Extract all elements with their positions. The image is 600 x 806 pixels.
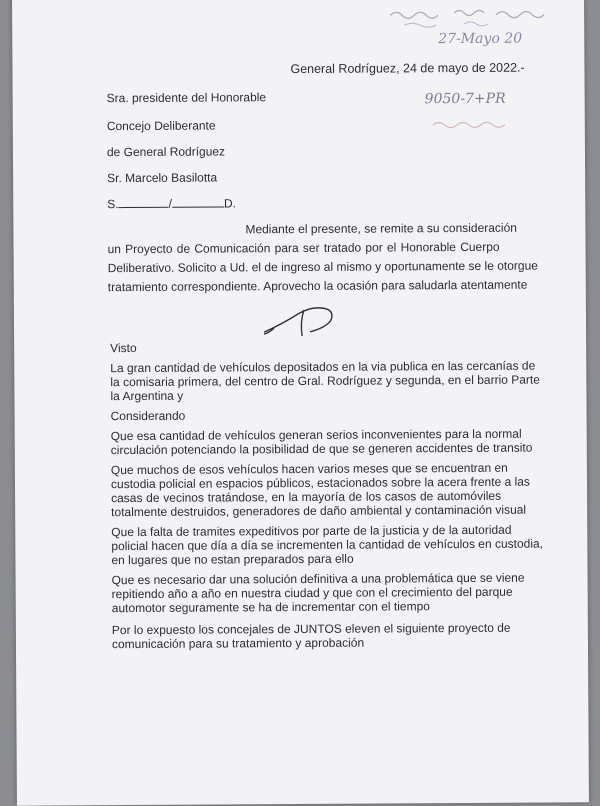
- considerando-paragraph-3: [111, 522, 544, 568]
- intro-line: tratamiento correspondiente. Aprovecho la ocasión para saludarla atentamente: [107, 277, 528, 295]
- considerando-line: totalmente destruidos, generadores de daño ambiental y contaminación visual: [111, 502, 527, 520]
- considerando-paragraph-5: [111, 620, 511, 652]
- considerando-line: Que esa cantidad de vehículos generan serios inconvenientes para la normal: [110, 426, 522, 444]
- addressee-line-1: Sra. presidente del Honorable: [106, 90, 267, 106]
- document-page: [12, 0, 589, 806]
- intro-paragraph: [107, 219, 538, 297]
- considerando-line: Que muchos de esos vehículos hacen varios meses que se encuentran en: [110, 460, 508, 478]
- salutation-sd: [107, 196, 236, 211]
- considerando-heading: Considerando: [110, 408, 186, 424]
- stamp-hand-date: 27-Mayo 20: [438, 30, 523, 48]
- intro-line: Deliberativo. Solicito a Ud. el de ingreso al mismo y oportunamente se le otorgue: [107, 258, 538, 276]
- visto-line: La gran cantidad de vehículos depositados en la via publica en las cercanías de: [110, 358, 536, 376]
- stamp-faded-mark: [431, 117, 531, 132]
- considerando-line: Que es necesario dar una solución definitiva a una problemática que se viene: [111, 570, 525, 588]
- file-number-handwritten: 9050-7+PR: [424, 90, 506, 108]
- signature: [260, 298, 350, 343]
- visto-line: la comisaria primera, del centro de Gral. Rodríguez y segunda, en el barrio Parte: [110, 372, 540, 390]
- intro-line: Mediante el presente, se remite a su consideración: [245, 220, 517, 237]
- considerando-line: policial hacen que día a día se incrementen la cantidad de vehículos en custodia,: [111, 536, 544, 554]
- addressee-line-2: Concejo Deliberante: [106, 118, 216, 134]
- visto-paragraph: [110, 358, 540, 404]
- considerando-line: en lugares que no estan preparados para ello: [111, 551, 354, 568]
- sd-d: D.: [223, 196, 237, 211]
- document-date: General Rodríguez, 24 de mayo de 2022.-: [290, 60, 525, 77]
- considerando-line: custodia policial en espacios públicos, estacionados sobre la acera frente a las: [110, 474, 530, 492]
- considerando-line: casas de vecinos tratándose, en la mayoría de los casos de automóviles: [111, 488, 502, 506]
- reception-stamp: [384, 4, 564, 48]
- visto-heading: Visto: [110, 340, 137, 356]
- considerando-line: automotor seguramente se ha de incrementar con el tiempo: [111, 599, 430, 616]
- considerando-paragraph-4: [111, 570, 525, 616]
- considerando-line: comunicación para su tratamiento y aprobación: [111, 635, 365, 652]
- addressee-line-4: Sr. Marcelo Basilotta: [107, 170, 218, 186]
- sd-slash: /: [168, 196, 173, 211]
- addressee-line-3: de General Rodríguez: [106, 144, 226, 160]
- considerando-line: Que la falta de tramites expeditivos por parte de la justicia y de la autoridad: [111, 522, 512, 540]
- considerando-line: circulación potenciando la posibilidad de que se generen accidentes de transito: [110, 440, 533, 458]
- considerando-paragraph-1: [110, 426, 533, 458]
- intro-line: un Proyecto de Comunicación para ser tratado por el Honorable Cuerpo: [107, 239, 500, 257]
- sd-s: S.: [107, 197, 119, 212]
- considerando-paragraph-2: [110, 460, 530, 520]
- considerando-line: Por lo expuesto los concejales de JUNTOS eleven el siguiente proyecto de: [111, 620, 511, 638]
- visto-line: la Argentina y: [110, 388, 184, 404]
- stamp-scribble: [384, 4, 564, 29]
- considerando-line: repitiendo año a año en nuestra ciudad y que con el crecimiento del parque: [111, 584, 513, 602]
